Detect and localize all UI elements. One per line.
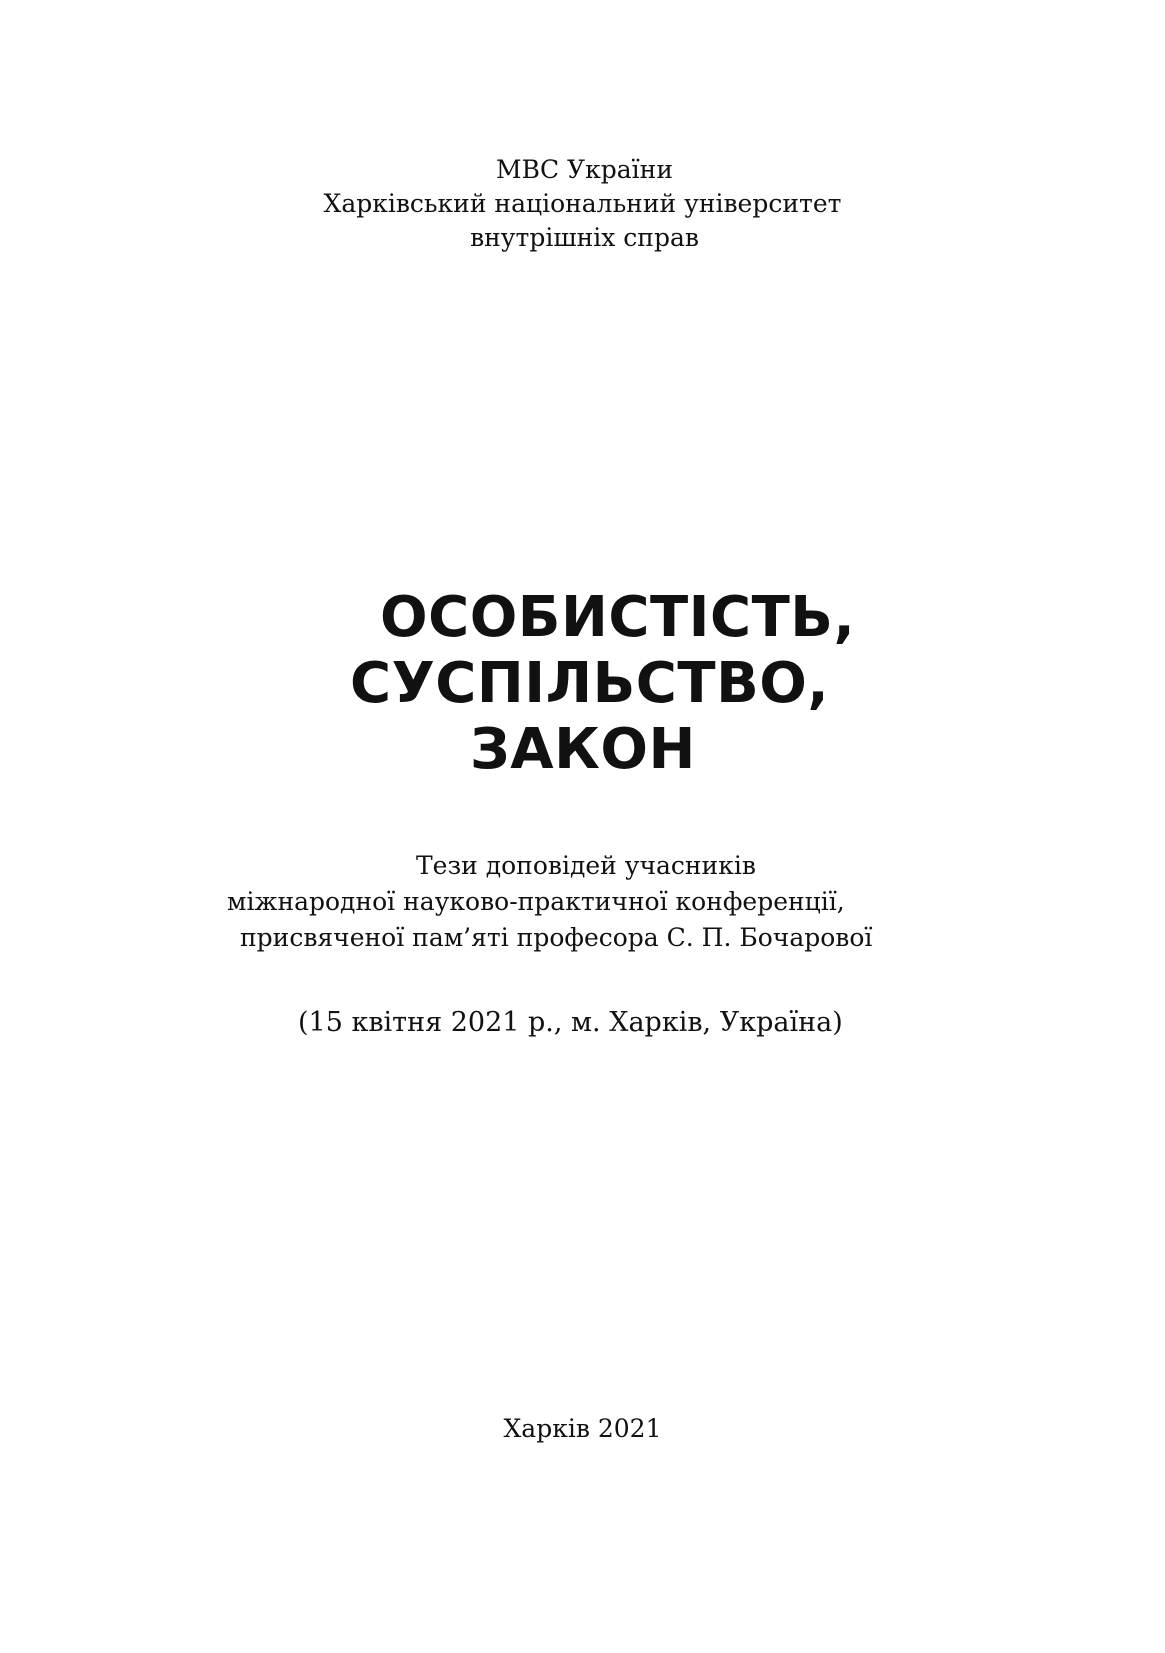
university-name-line-2: внутрішніх справ xyxy=(470,223,699,252)
title-line-3: ЗАКОН xyxy=(470,717,696,782)
subtitle-line-1: Тези доповідей учасників xyxy=(416,851,756,880)
title-line-1: ОСОБИСТІСТЬ, xyxy=(380,585,856,650)
event-date-location: (15 квітня 2021 р., м. Харків, Україна) xyxy=(298,1007,843,1038)
university-name-line-1: Харківський національний університет xyxy=(323,189,842,218)
document-subtitle xyxy=(0,848,1165,956)
title-line-2: СУСПІЛЬСТВО, xyxy=(350,651,830,716)
publisher-header xyxy=(0,153,1165,255)
subtitle-line-2: міжнародної науково-практичної конференції, xyxy=(227,887,845,916)
ministry-name: МВС України xyxy=(496,155,673,184)
imprint-place-year: Харків 2021 xyxy=(503,1414,662,1443)
subtitle-line-3: присвяченої пам’яті професора С. П. Бочарової xyxy=(240,923,873,952)
document-title xyxy=(0,585,1165,783)
